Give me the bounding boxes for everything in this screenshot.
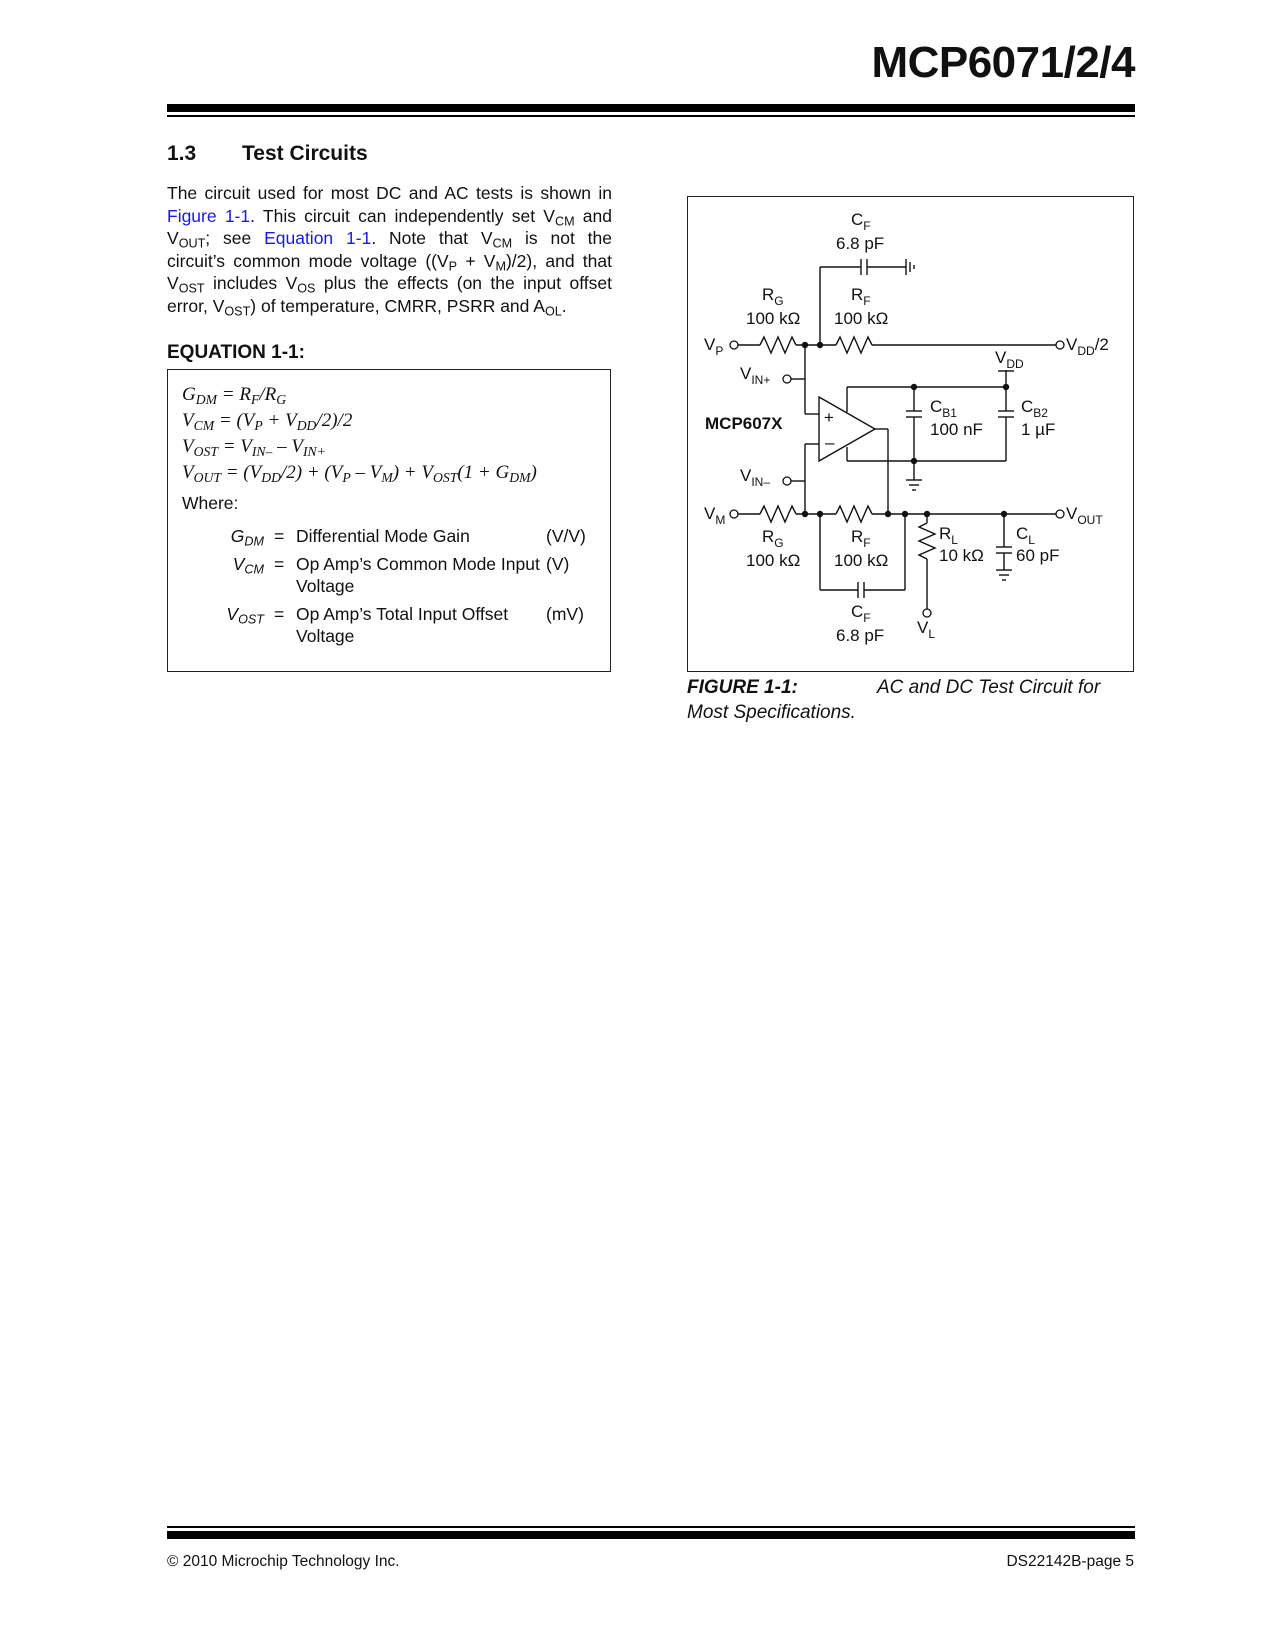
intro-paragraph <box>167 182 612 317</box>
equation-box <box>167 369 611 672</box>
minus-sign: – <box>825 433 835 452</box>
cb2-value: 1 µF <box>1021 420 1056 439</box>
figure-box <box>687 196 1134 672</box>
circuit-labels <box>704 210 1109 645</box>
intro-text: ) of temperature, CMRR, PSRR and A <box>250 295 545 316</box>
intro-sub: CM <box>554 214 575 229</box>
test-circuit-schematic <box>688 197 1135 673</box>
caption-label: FIGURE 1-1: <box>687 677 798 698</box>
rg-top-value: 100 kΩ <box>746 309 801 328</box>
intro-sub: OS <box>297 281 316 296</box>
intro-text: The circuit used for most DC and AC tests is shown in <box>167 183 612 203</box>
intro-sub: OUT <box>178 236 206 251</box>
cb1-value: 100 nF <box>930 420 983 439</box>
vdd2-label: $V_{DD}/2$ <box>1066 335 1109 358</box>
vin-minus-label: $V_{IN-}$ <box>740 466 771 489</box>
rl-label: $R_L$ <box>939 524 958 547</box>
intro-sub: CM <box>492 236 513 251</box>
definition-row: $V_{OST}$ = Op Amp’s Total Input Offset Voltage (mV) <box>226 604 584 646</box>
intro-sub: OST <box>224 304 251 319</box>
equation-line: $V_{OUT} = (V_{DD}/2) + (V_P - V_M) + V_{OST}(1 + G_{DM})$ <box>182 462 537 485</box>
definition-row: $V_{CM}$ = Op Amp’s Common Mode Input Voltage (V) <box>232 554 570 596</box>
intro-text: . Note that V <box>371 228 493 248</box>
intro-sub: M <box>495 259 506 274</box>
figure-caption <box>687 675 1137 725</box>
intro-text: V <box>167 228 179 248</box>
cl-value: 60 pF <box>1016 546 1060 565</box>
cf-bottom-value: 6.8 pF <box>836 626 885 645</box>
rf-bottom-value: 100 kΩ <box>834 551 889 570</box>
intro-text: . <box>561 295 567 316</box>
page-number: DS22142B-page 5 <box>1006 1553 1134 1570</box>
intro-text: includes V <box>204 273 298 293</box>
vp-label: $V_P$ <box>704 335 724 358</box>
rf-top-value: 100 kΩ <box>834 309 889 328</box>
definitions-table <box>182 525 606 647</box>
vm-label: $V_M$ <box>704 504 726 527</box>
caption-line1: AC and DC Test Circuit for <box>877 677 1101 698</box>
intro-text: error, V <box>167 295 225 316</box>
section-heading <box>167 142 368 166</box>
equation-line: $G_{DM} = R_F/R_G$ <box>182 384 287 407</box>
intro-text: circuit’s common mode voltage ((V <box>167 250 449 271</box>
terminals <box>730 341 1064 617</box>
vout-label: $V_{OUT}$ <box>1066 504 1103 527</box>
intro-text: and <box>582 205 612 226</box>
vl-label: $V_L$ <box>917 618 936 641</box>
equation-label: EQUATION 1-1: <box>167 342 305 363</box>
cb1-label: $C_{B1}$ <box>930 397 957 420</box>
section-title: Test Circuits <box>242 142 368 165</box>
intro-text: . This circuit can independently set V <box>250 205 555 226</box>
plus-sign: + <box>824 408 834 427</box>
caption-line2: Most Specifications. <box>687 702 856 723</box>
footer-rule-thick <box>167 1531 1135 1539</box>
intro-sub: P <box>448 259 458 274</box>
cf-top-value: 6.8 pF <box>836 234 885 253</box>
intro-text: + V <box>457 250 496 271</box>
intro-text: V <box>167 273 179 293</box>
definition-row: $G_{DM}$ = Differential Mode Gain (V/V) <box>230 526 586 549</box>
equation-line: $V_{OST} = V_{IN-} - V_{IN+}$ <box>182 436 326 459</box>
header-rule-thin <box>167 115 1135 117</box>
cf-bottom-label: $C_F$ <box>851 602 871 625</box>
intro-text: ; see <box>205 228 252 248</box>
figure-link[interactable]: Figure 1-1 <box>167 205 251 226</box>
rf-top-label: $R_F$ <box>851 285 871 308</box>
rl-value: 10 kΩ <box>939 546 984 565</box>
copyright: © 2010 Microchip Technology Inc. <box>167 1553 400 1570</box>
intro-text: )/2), and that <box>505 250 612 271</box>
intro-sub: OST <box>178 281 205 296</box>
where-label: Where: <box>182 493 239 513</box>
vin-plus-label: $V_{IN+}$ <box>740 364 771 387</box>
cf-top-label: $C_F$ <box>851 210 871 233</box>
equation-link[interactable]: Equation 1-1 <box>264 228 372 248</box>
rg-bottom-value: 100 kΩ <box>746 551 801 570</box>
rg-top-label: $R_G$ <box>762 285 784 308</box>
cb2-label: $C_{B2}$ <box>1021 397 1048 420</box>
part-label: MCP607X <box>705 414 783 433</box>
cl-label: $C_L$ <box>1016 524 1035 547</box>
intro-text: is not the <box>525 228 612 248</box>
document-title: MCP6071/2/4 <box>871 38 1135 87</box>
vdd-label: $V_{DD}$ <box>995 348 1024 371</box>
intro-sub: OL <box>544 304 562 319</box>
footer-rule-thin <box>167 1526 1135 1528</box>
section-number: 1.3 <box>167 142 197 165</box>
rf-bottom-label: $R_F$ <box>851 527 871 550</box>
equation-line: $V_{CM} = (V_P + V_{DD}/2)/2$ <box>182 410 353 433</box>
header-rule-thick <box>167 104 1135 112</box>
rg-bottom-label: $R_G$ <box>762 527 784 550</box>
intro-text: plus the effects (on the input offset <box>315 273 612 293</box>
